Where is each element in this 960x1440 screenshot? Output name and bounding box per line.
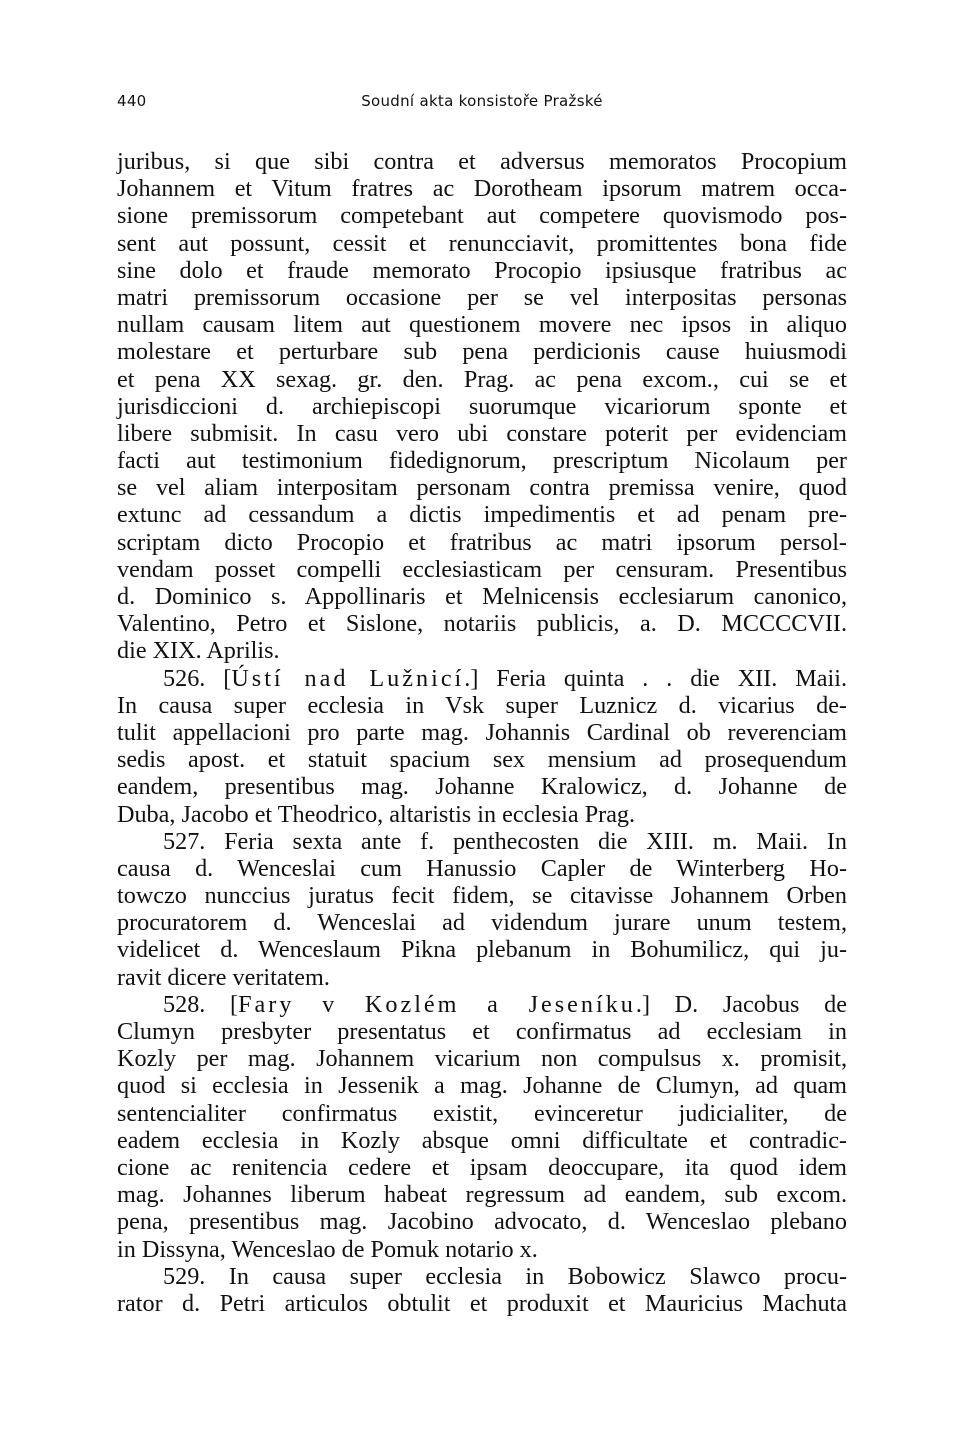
text-line: sione premissorum competebant aut competere quovismodo pos- bbox=[117, 202, 847, 230]
text-line: Johannem et Vitum fratres ac Dorotheam ipsorum matrem occa- bbox=[117, 175, 847, 203]
text-line: In causa super ecclesia in Vsk super Luznicz d. vicarius de- bbox=[117, 691, 847, 719]
text-line: sent aut possunt, cessit et renuncciavit, promittentes bona fide bbox=[117, 229, 847, 257]
text-line: scriptam dicto Procopio et fratribus ac matri ipsorum persol- bbox=[117, 528, 847, 556]
text-line: procuratorem d. Wenceslai ad videndum jurare unum testem, bbox=[117, 909, 847, 937]
text-line: matri premissorum occasione per se vel interpositas personas bbox=[117, 283, 847, 311]
text-line: jurisdiccioni d. archiepiscopi suorumque vicariorum sponte et bbox=[117, 392, 847, 420]
page-header bbox=[117, 92, 847, 114]
text-line: sentencialiter confirmatus existit, evinceretur judicialiter, de bbox=[117, 1099, 847, 1127]
body-text bbox=[117, 148, 847, 1317]
text-line: et pena XX sexag. gr. den. Prag. ac pena excom., cui se et bbox=[117, 365, 847, 393]
text-line: ravit dicere veritatem. bbox=[117, 963, 330, 991]
entry-529-heading: 529. In causa super ecclesia in Bobowicz Slawco procu- bbox=[163, 1262, 847, 1290]
text-line: Duba, Jacobo et Theodrico, altaristis in ecclesia Prag. bbox=[117, 800, 636, 828]
text-line: facti aut testimonium fidedignorum, prescriptum Nicolaum per bbox=[117, 447, 847, 475]
running-title: Soudní akta konsistoře Pražské bbox=[361, 92, 603, 110]
entry-528-heading bbox=[117, 991, 847, 1018]
entry-heading-rest: .] Feria quinta . . die XII. Maii. bbox=[464, 664, 847, 692]
text-line: nullam causam litem aut questionem movere nec ipsos in aliquo bbox=[117, 311, 847, 339]
text-line: cione ac renitencia cedere et ipsam deoccupare, ita quod idem bbox=[117, 1153, 847, 1181]
text-line: die XIX. Aprilis. bbox=[117, 637, 280, 665]
entry-526-heading bbox=[117, 665, 847, 692]
text-line: pena, presentibus mag. Jacobino advocato, d. Wenceslao plebano bbox=[117, 1208, 847, 1236]
text-line: vendam posset compelli ecclesiasticam per censuram. Presentibus bbox=[117, 555, 847, 583]
text-line: Valentino, Petro et Sislone, notariis publicis, a. D. MCCCCVII. bbox=[117, 610, 847, 638]
text-line: sine dolo et fraude memorato Procopio ipsiusque fratribus ac bbox=[117, 256, 847, 284]
place-name: Ústí nad Lužnicí bbox=[231, 664, 465, 692]
text-line: in Dissyna, Wenceslao de Pomuk notario x. bbox=[117, 1235, 538, 1263]
text-line: se vel aliam interpositam personam contra premissa venire, quod bbox=[117, 474, 847, 502]
place-name: Fary v Kozlém a Jeseníku bbox=[238, 990, 636, 1018]
text-line: eandem, presentibus mag. Johanne Kralowicz, d. Johanne de bbox=[117, 773, 847, 801]
text-line: towczo nunccius juratus fecit fidem, se citavisse Johannem Orben bbox=[117, 882, 847, 910]
text-line: videlicet d. Wenceslaum Pikna plebanum in Bohumilicz, qui ju- bbox=[117, 936, 847, 964]
entry-527-heading: 527. Feria sexta ante f. penthecosten die XIII. m. Maii. In bbox=[163, 827, 847, 855]
text-line: libere submisit. In casu vero ubi constare poterit per evidenciam bbox=[117, 419, 847, 447]
text-line: quod si ecclesia in Jessenik a mag. Johanne de Clumyn, ad quam bbox=[117, 1072, 847, 1100]
text-line: causa d. Wenceslai cum Hanussio Capler de Winterberg Ho- bbox=[117, 854, 847, 882]
text-line: rator d. Petri articulos obtulit et produxit et Mauricius Machuta bbox=[117, 1289, 847, 1317]
text-line: sedis apost. et statuit spacium sex mensium ad prosequendum bbox=[117, 746, 847, 774]
text-line: extunc ad cessandum a dictis impedimentis et ad penam pre- bbox=[117, 501, 847, 529]
text-line: Kozly per mag. Johannem vicarium non compulsus x. promisit, bbox=[117, 1045, 847, 1073]
entry-number: 528. [ bbox=[163, 990, 239, 1018]
entry-number: 526. [ bbox=[163, 664, 232, 692]
text-line: molestare et perturbare sub pena perdicionis cause huiusmodi bbox=[117, 338, 847, 366]
page-number: 440 bbox=[117, 92, 147, 110]
text-line: juribus, si que sibi contra et adversus memoratos Procopium bbox=[117, 148, 847, 175]
text-line: mag. Johannes liberum habeat regressum ad eandem, sub excom. bbox=[117, 1181, 847, 1209]
text-line: tulit appellacioni pro parte mag. Johannis Cardinal ob reverenciam bbox=[117, 718, 847, 746]
text-line: eadem ecclesia in Kozly absque omni difficultate et contradic- bbox=[117, 1126, 847, 1154]
text-line: Clumyn presbyter presentatus et confirmatus ad ecclesiam in bbox=[117, 1018, 847, 1045]
entry-heading-rest: .] D. Jacobus de bbox=[635, 990, 847, 1018]
text-line: d. Dominico s. Appollinaris et Melnicensis ecclesiarum canonico, bbox=[117, 583, 847, 610]
